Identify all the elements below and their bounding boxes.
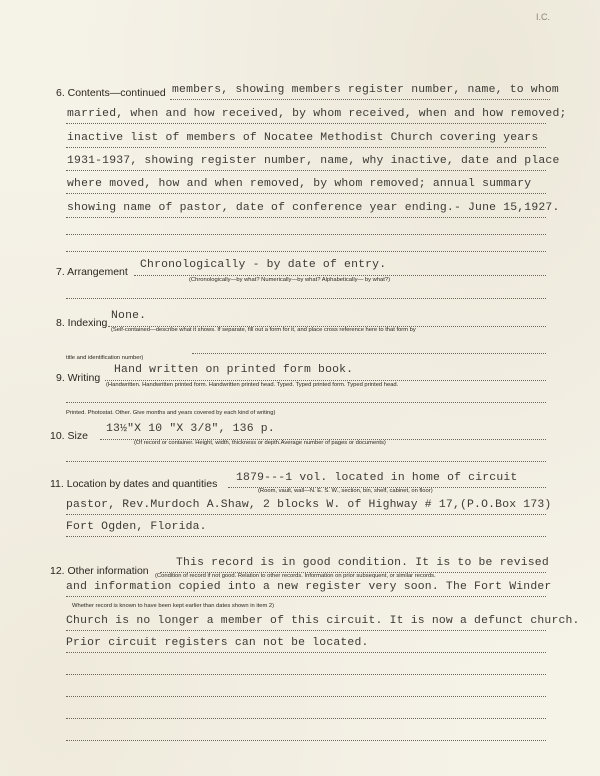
item7-rule-2 bbox=[66, 298, 546, 299]
item12-label: 12. Other information bbox=[50, 565, 149, 577]
item7-caption: (Chronologically—by what? Numerically—by what? Alphabetically— by what?) bbox=[189, 277, 391, 283]
item12-rule-3 bbox=[66, 630, 546, 631]
item9-rule-2 bbox=[66, 402, 546, 403]
item12-rule-8 bbox=[66, 740, 546, 741]
item9-caption: (Handwritten. Handwritten printed form. Handwritten printed head. Typed. Typed printed form. Typed printed head. bbox=[106, 382, 399, 388]
item12-line-3: Church is no longer a member of this circuit. It is now a defunct church. bbox=[66, 615, 580, 627]
item9-rule bbox=[105, 380, 546, 381]
item8-rule-2 bbox=[192, 353, 546, 354]
item12-rule-4 bbox=[66, 652, 546, 653]
item12-caption-2: Whether record is known to have been kept earlier than dates shown in item 2) bbox=[72, 603, 275, 609]
item12-value: This record is in good condition. It is to be revised bbox=[176, 557, 549, 569]
item11-value: 1879---1 vol. located in home of circuit bbox=[236, 472, 518, 484]
item11-caption: (Room, vault, wall—N. E. S. W., section, bin, shelf, cabinet, on floor) bbox=[258, 488, 433, 494]
item6-rule-2 bbox=[66, 123, 546, 124]
item6-rule-5 bbox=[66, 193, 546, 194]
item6-label: 6. Contents—continued bbox=[56, 87, 166, 99]
corner-mark: I.C. bbox=[536, 12, 551, 22]
item6-line-3: inactive list of members of Nocatee Methodist Church covering years bbox=[67, 132, 539, 144]
item11-line-1: pastor, Rev.Murdoch A.Shaw, 2 blocks W. of Highway # 17,(P.O.Box 173) bbox=[66, 499, 552, 511]
item7-label: 7. Arrangement bbox=[56, 266, 128, 278]
item12-rule-2 bbox=[66, 596, 546, 597]
item9-caption-2: Printed. Photostat. Other. Give months and years covered by each kind of writing) bbox=[66, 410, 276, 416]
item12-rule-7 bbox=[66, 718, 546, 719]
item12-line-4: Prior circuit registers can not be located. bbox=[66, 637, 369, 649]
item8-label: 8. Indexing bbox=[56, 317, 108, 329]
item6-rule-6 bbox=[66, 217, 546, 218]
item11-rule-2 bbox=[66, 514, 546, 515]
item10-value: 13½"X 10 "X 3/8", 136 p. bbox=[106, 423, 275, 435]
item7-rule bbox=[134, 275, 546, 276]
item6-rule-3 bbox=[66, 147, 546, 148]
item6-rule-1 bbox=[170, 99, 550, 100]
item12-line-2: and information copied into a new register very soon. The Fort Winder bbox=[66, 581, 552, 593]
item6-line-4: 1931-1937, showing register number, name, why inactive, date and place bbox=[67, 155, 560, 167]
item6-line-6: showing name of pastor, date of conference year ending.- June 15,1927. bbox=[67, 202, 560, 214]
item11-line-2: Fort Ogden, Florida. bbox=[66, 521, 207, 533]
item11-rule-3 bbox=[66, 536, 546, 537]
item10-caption: (Of record or container. Height, width, thickness or depth.Average number of pages or documents) bbox=[134, 440, 386, 446]
item12-rule-6 bbox=[66, 696, 546, 697]
item7-value: Chronologically - by date of entry. bbox=[140, 259, 387, 271]
item6-rule-8 bbox=[66, 251, 546, 252]
item6-line-2: married, when and how received, by whom received, when and how removed; bbox=[67, 108, 567, 120]
item6-line-1: members, showing members register number, name, to whom bbox=[172, 84, 559, 96]
item6-rule-7 bbox=[66, 234, 546, 235]
item8-caption: (Self-contained—describe what it shows. If separate, fill out a form for it, and place cross reference here to that form by bbox=[111, 327, 416, 333]
item10-label: 10. Size bbox=[50, 430, 88, 442]
item6-line-5: where moved, how and when removed, by whom removed; annual summary bbox=[67, 178, 532, 190]
item9-value: Hand written on printed form book. bbox=[114, 364, 354, 376]
item6-rule-4 bbox=[66, 170, 546, 171]
item8-value: None. bbox=[111, 310, 147, 322]
item12-rule-5 bbox=[66, 674, 546, 675]
item12-caption: (Condition of record if not good. Relation to other records. Information on prior subsequent, or similar records. bbox=[155, 573, 436, 579]
item8-caption-2: title and identification number) bbox=[66, 355, 144, 361]
item11-label: 11. Location by dates and quantities bbox=[50, 478, 218, 490]
item9-label: 9. Writing bbox=[56, 372, 101, 384]
item10-rule-2 bbox=[66, 461, 546, 462]
